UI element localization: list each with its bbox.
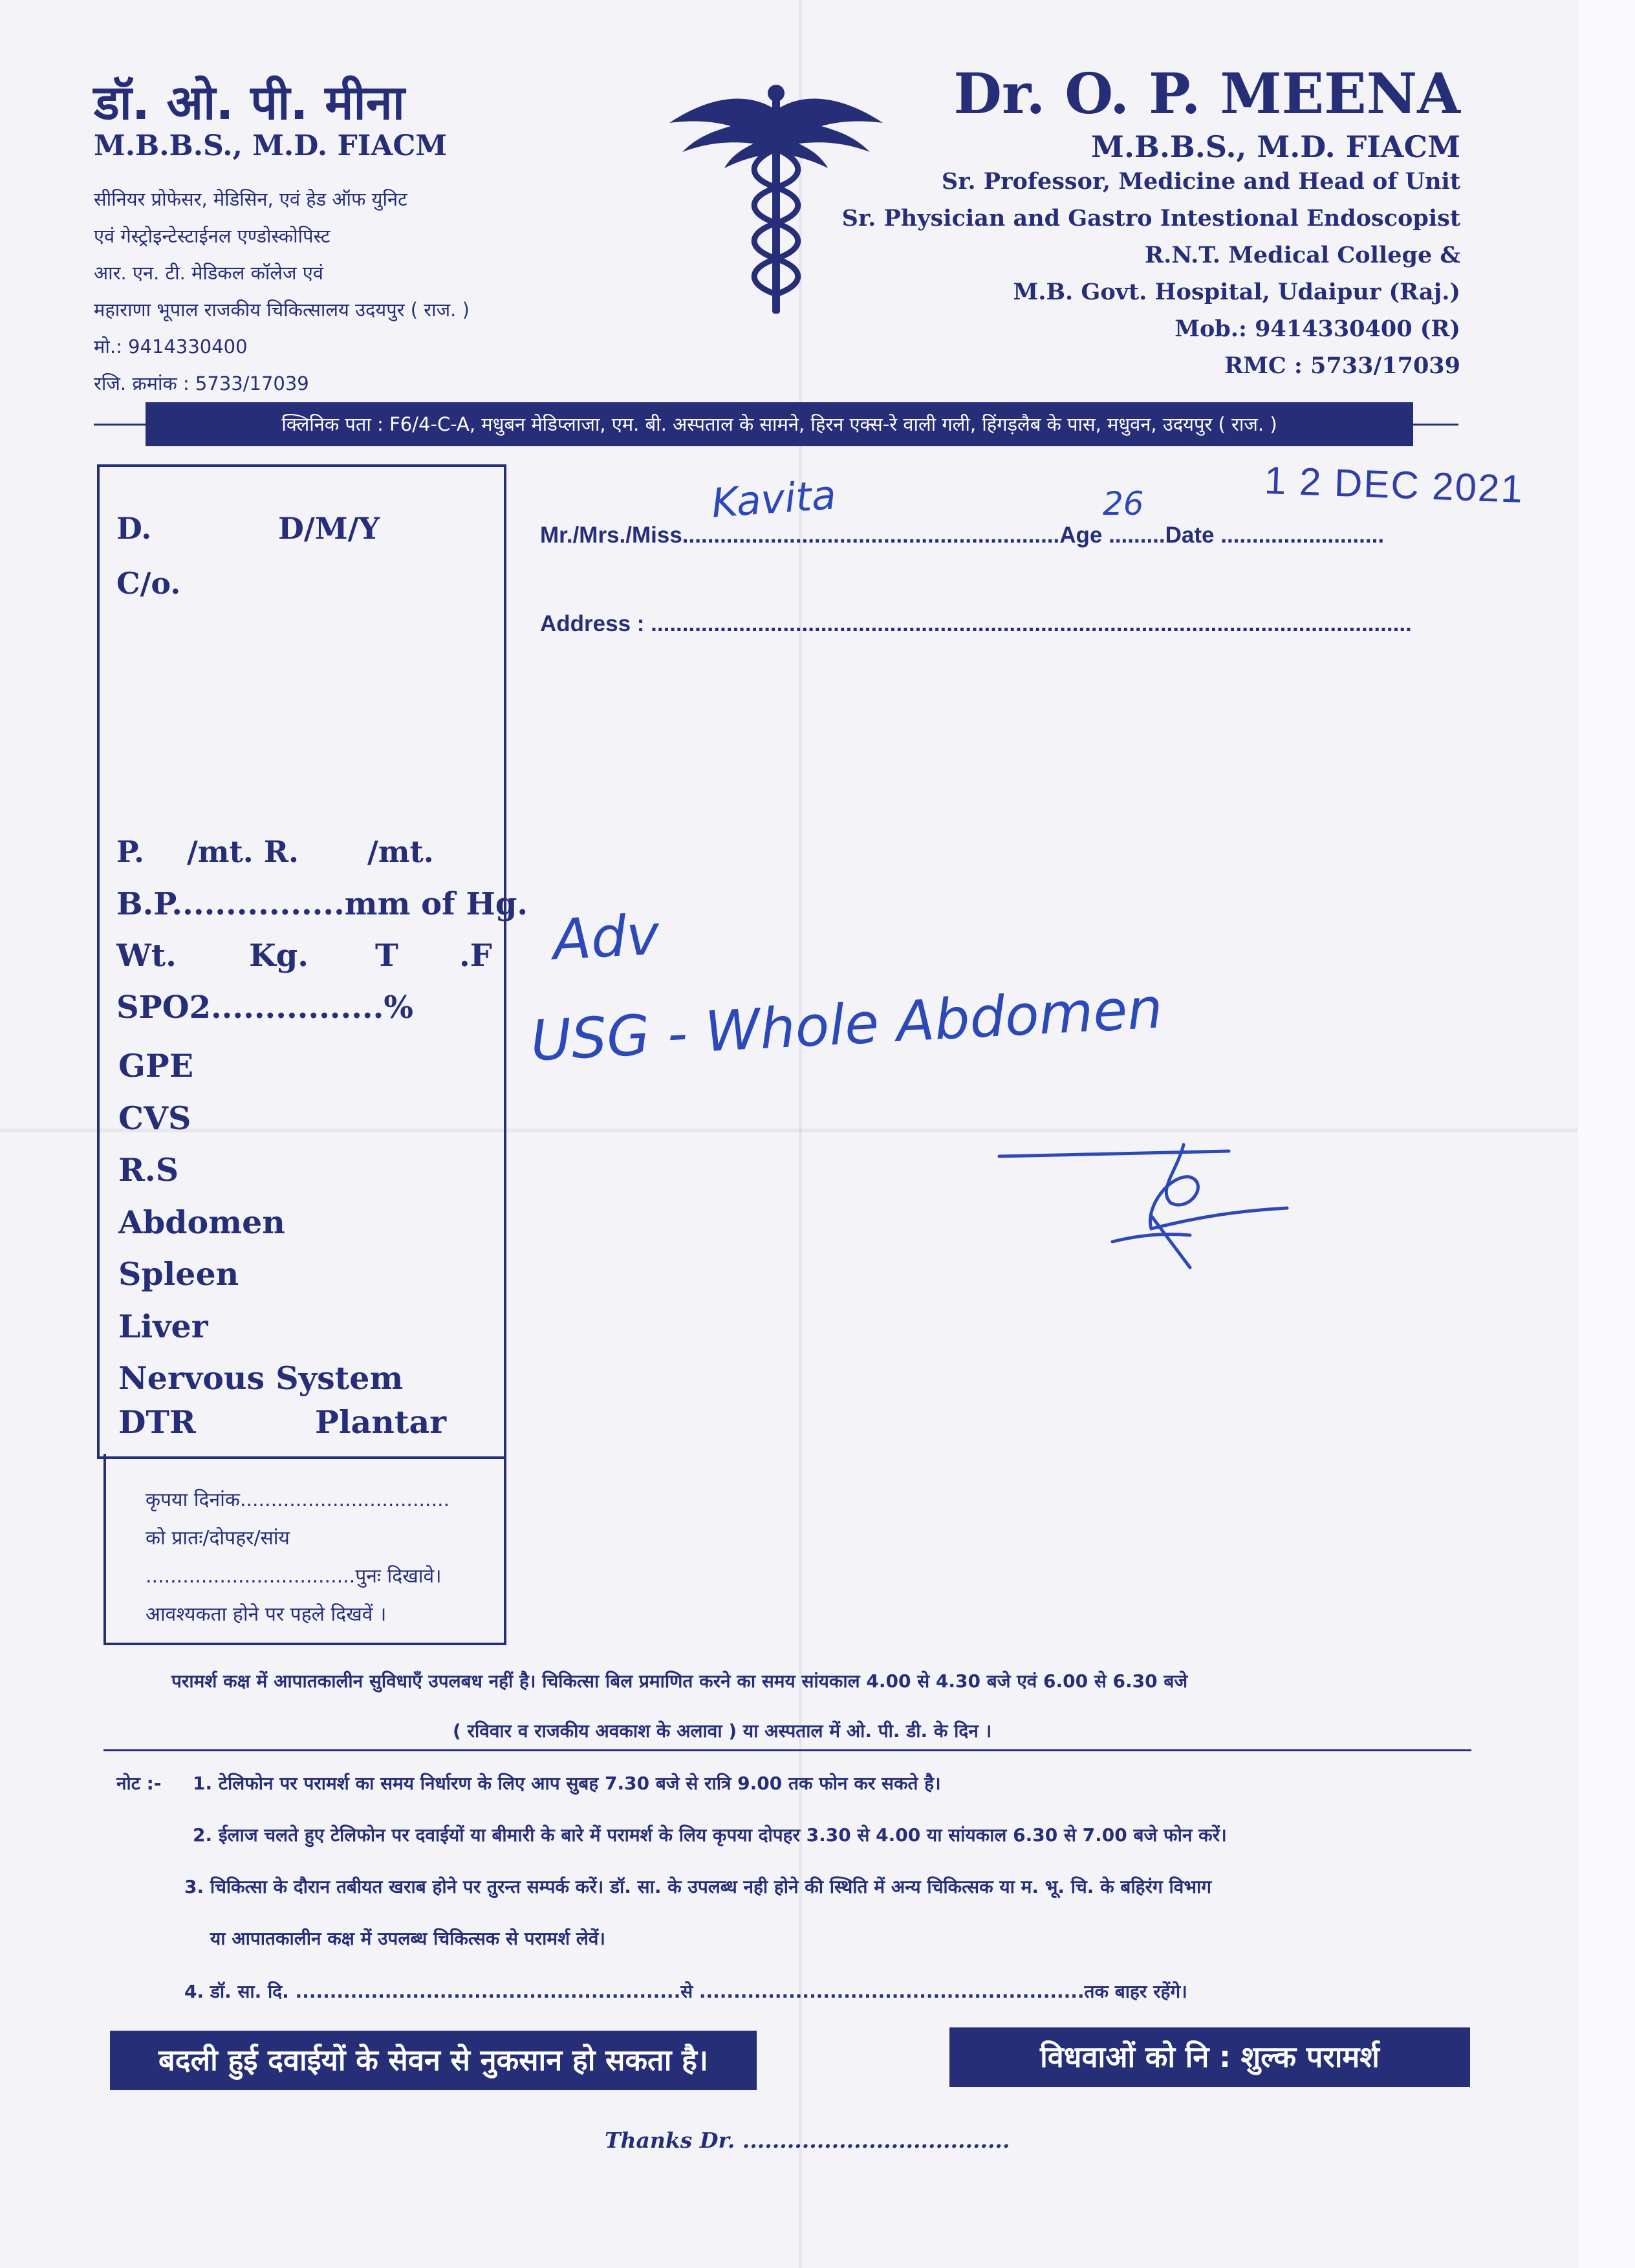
bp-row: B.P................mm of Hg. [116, 886, 528, 922]
spo2-row: SPO2................% [116, 989, 413, 1026]
wt-unit: Kg. [249, 938, 309, 974]
doctor-name-english: Dr. O. P. MEENA [953, 61, 1460, 127]
note-3: 3. चिकित्सा के दौरान तबीयत खराब होने पर तुरन्त सम्पर्क करें। डॉ. सा. के उपलब्ध नही होने की स्थिति में अन्य चिकित्सक या म. भू. चि. के बहिरंग विभाग [184, 1876, 1212, 1897]
notice-line-1: परामर्श कक्ष में आपातकालीन सुविधाएँ उपलबध नहीं है। चिकित्सा बिल प्रमाणित करने का समय सांयकाल 4.00 से 4.30 बजे एवं 6.00 से 6.30 बजे [171, 1670, 1188, 1692]
left-header-lines [94, 181, 470, 402]
thanks-line: Thanks Dr. .................................... [605, 2128, 1010, 2153]
patient-age-handwritten: 26 [1103, 485, 1144, 523]
note-1: 1. टेलिफोन पर परामर्श का समय निर्धारण के लिए आप सुबह 7.30 बजे से रात्रि 9.00 तक फोन कर सकते है। [193, 1773, 941, 1794]
exam-item-cvs: CVS [118, 1099, 191, 1137]
followup-line: कृपया दिनांक.................................. [146, 1489, 450, 1511]
prescription-test: USG - Whole Abdomen [529, 976, 1164, 1074]
right-line: Mob.: 9414330400 (R) [1175, 316, 1460, 342]
complaint-label: C/o. [116, 566, 181, 601]
doctor-signature [996, 1138, 1294, 1274]
note-2: 2. ईलाज चलते हुए टेलिफोन पर दवाईयों या बीमारी के बारे में परामर्श के लिय कृपया दोपहर 3.30 से 4.00 या सांयकाल 6.30 से 7.00 बजे फोन करें। [193, 1824, 1227, 1846]
notice-rule [103, 1749, 1471, 1751]
note-3-cont: या आपातकालीन कक्ष में उपलब्ध चिकित्सक से परामर्श लेवें। [210, 1928, 606, 1949]
doctor-name-hindi: डॉ. ओ. पी. मीना [94, 75, 405, 131]
weight-temp-row [116, 938, 492, 974]
wt-label: Wt. [116, 938, 177, 974]
exam-list [118, 1040, 403, 1405]
right-line: RMC : 5733/17039 [1224, 352, 1460, 379]
left-line: सीनियर प्रोफेसर, मेडिसिन, एवं हेड ऑफ युनिट [94, 188, 407, 210]
name-label: Mr./Mrs./Miss [540, 523, 682, 548]
warning-banner: बदली हुई दवाईयों के सेवन से नुकसान हो सकता है। [110, 2031, 757, 2090]
left-line: एवं गेस्ट्रोइन्टेस्टाईनल एण्डोस्कोपिस्ट [94, 225, 330, 247]
age-field[interactable]: ......... [1102, 523, 1165, 548]
followup-lines [146, 1481, 449, 1634]
pulse-unit: /mt. R. [187, 834, 299, 869]
right-line: Sr. Physician and Gastro Intestional Endoscopist [841, 205, 1460, 232]
right-degree: M.B.B.S., M.D. FIACM [1091, 129, 1460, 164]
resp-unit: /mt. [367, 834, 434, 869]
left-degree: M.B.B.S., M.D. FIACM [94, 129, 448, 162]
exam-item-spleen: Spleen [118, 1255, 239, 1293]
date-field[interactable]: .......................... [1214, 523, 1385, 548]
name-field[interactable]: ............................................................ [682, 523, 1060, 548]
followup-line: आवश्यकता होने पर पहले दिखवें । [146, 1603, 387, 1626]
patient-name-handwritten: Kavita [709, 471, 838, 527]
exam-item-liver: Liver [118, 1307, 208, 1345]
right-line: Sr. Professor, Medicine and Head of Unit [941, 168, 1460, 195]
exam-item-gpe: GPE [118, 1047, 194, 1085]
right-header-lines [842, 163, 1460, 384]
prescription-advice: Adv [551, 902, 661, 973]
right-line: M.B. Govt. Hospital, Udaipur (Raj.) [1013, 279, 1460, 305]
exam-item-abdomen: Abdomen [118, 1203, 285, 1241]
date-label: Date [1165, 523, 1215, 548]
dmy-label: D/M/Y [278, 511, 380, 546]
dtr-label: DTR [118, 1403, 196, 1441]
address-field[interactable]: ......................................................................................................................... [644, 611, 1412, 636]
exam-item-nervous-system: Nervous System [118, 1359, 404, 1397]
left-line: आर. एन. टी. मेडिकल कॉलेज एवं [94, 262, 323, 284]
left-line: मो.: 9414330400 [94, 336, 248, 358]
date-stamp: 1 2 DEC 2021 [1263, 459, 1524, 511]
left-line: रजि. क्रमांक : 5733/17039 [94, 373, 309, 394]
widow-consult-banner: विधवाओं को नि : शुल्क परामर्श [949, 2027, 1470, 2087]
exam-item-rs: R.S [118, 1151, 179, 1189]
notes-label: नोट :- [116, 1773, 162, 1794]
patient-name-row [540, 523, 1384, 548]
age-label: Age [1059, 523, 1103, 548]
temp-unit: .F [459, 938, 492, 974]
plantar-label: Plantar [315, 1403, 447, 1441]
d-label: D. [116, 511, 152, 546]
left-line: महाराणा भूपाल राजकीय चिकित्सालय उदयपुर ( राज. ) [94, 299, 470, 321]
address-label: Address : [540, 611, 645, 636]
notice-line-2: ( रविवार व राजकीय अवकाश के अलावा ) या अस्पताल में ओ. पी. डी. के दिन । [453, 1720, 992, 1742]
followup-line: ..................................पुनः दिखावे। [146, 1565, 442, 1588]
paper-fold [799, 0, 802, 2268]
clinic-address-bar: क्लिनिक पता : F6/4-C-A, मधुबन मेडिप्लाजा, एम. बी. अस्पताल के सामने, हिरन एक्स-रे वाली गली, हिंगड़लैब के पास, मधुवन, उदयपुर ( राज. ) [146, 402, 1413, 446]
temp-label: T [375, 938, 398, 974]
note-4: 4. डॉ. सा. दि. ........................................................से ........................................................तक बाहर रहेंगे। [184, 1981, 1187, 2002]
paper-edge [1578, 0, 1635, 2268]
address-row [540, 611, 1412, 637]
pulse-row [116, 834, 434, 869]
followup-line: को प्रातः/दोपहर/सांय [146, 1527, 290, 1550]
pulse-label: P. [116, 834, 144, 869]
right-line: R.N.T. Medical College & [1145, 242, 1460, 268]
